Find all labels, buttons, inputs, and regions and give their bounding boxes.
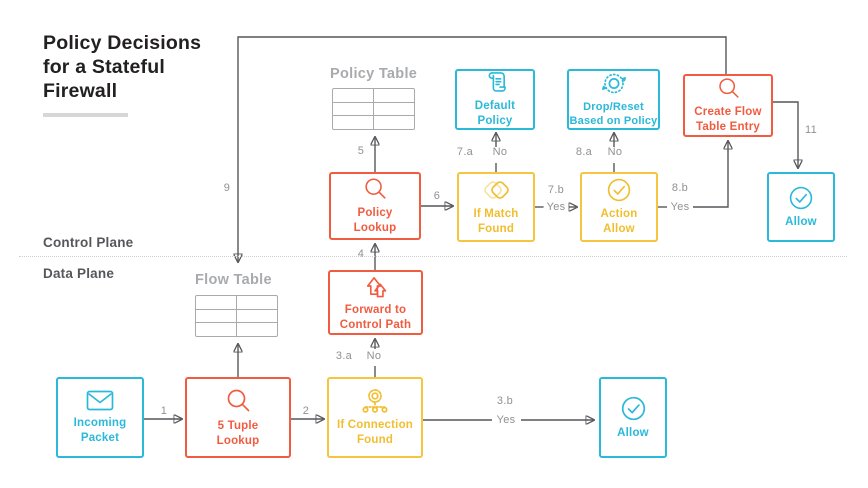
check-circle-icon [606, 177, 632, 203]
edge-8a-answer: No [607, 146, 623, 158]
title-underline [43, 113, 128, 117]
edge-3a-label: 3.a [335, 350, 353, 362]
node-create-flow-table-entry [683, 74, 773, 137]
flow-table-icon [195, 295, 278, 337]
node-label: 5 Tuple Lookup [216, 419, 260, 447]
edge-3a-answer: No [366, 350, 382, 362]
double-arrow-up-icon [363, 273, 389, 299]
title-line-3: Firewall [43, 80, 118, 103]
node-allow-control-plane [767, 172, 835, 242]
check-circle-icon [788, 185, 814, 211]
node-label: Allow [617, 426, 649, 439]
edge-8b-label: 8.b [671, 182, 689, 194]
control-plane-label: Control Plane [43, 235, 134, 250]
node-policy-lookup [329, 172, 421, 240]
edge-7a-answer: No [492, 146, 508, 158]
magnifier-icon [716, 76, 741, 101]
node-allow-data-plane [599, 377, 667, 458]
edge-8b-line-b [693, 142, 728, 207]
edge-11-label: 11 [804, 124, 818, 136]
check-circle-icon [620, 395, 647, 422]
flow-table-label: Flow Table [195, 272, 272, 288]
edge-5-label: 5 [357, 145, 365, 157]
edge-2-label: 2 [302, 405, 310, 417]
title-line-1: Policy Decisions [43, 32, 202, 54]
node-label: Create Flow Table Entry [694, 106, 762, 133]
envelope-icon [85, 389, 115, 412]
scroll-icon [483, 70, 508, 95]
node-label: If Match Found [473, 208, 519, 235]
node-default-policy [455, 69, 535, 130]
node-forward-to-control-path [328, 270, 423, 335]
node-label: Default Policy [474, 100, 516, 127]
overlap-diamonds-icon [481, 177, 512, 203]
data-plane-label: Data Plane [43, 266, 115, 281]
edge-7a-label: 7.a [456, 146, 474, 158]
policy-table-label: Policy Table [330, 66, 418, 82]
page-title [43, 31, 201, 104]
node-action-allow [580, 172, 658, 242]
node-label: Policy Lookup [353, 207, 397, 234]
gear-network-icon [359, 388, 391, 414]
node-5-tuple-lookup [185, 377, 291, 458]
node-label: Drop/Reset Based on Policy [569, 100, 658, 127]
edge-7b-answer: Yes [544, 201, 569, 213]
edge-8b-answer: Yes [668, 201, 693, 213]
dotted-reset-icon [600, 71, 628, 96]
title-line-2: for a Stateful [43, 56, 165, 79]
edge-1-label: 1 [160, 405, 168, 417]
edge-6-label: 6 [433, 190, 441, 202]
magnifier-icon [224, 387, 252, 415]
edge-9-label: 9 [223, 182, 231, 194]
edge-3b-answer: Yes [494, 414, 519, 426]
plane-divider [19, 256, 847, 257]
node-if-match-found [457, 172, 535, 242]
edge-3b-label: 3.b [496, 395, 514, 407]
magnifier-icon [362, 176, 388, 202]
node-label: Forward to Control Path [339, 303, 412, 331]
edge-11-line [773, 102, 798, 167]
node-label: Action Allow [600, 208, 638, 235]
edge-7b-label: 7.b [547, 184, 565, 196]
node-drop-reset-based-on-policy [567, 69, 660, 130]
node-if-connection-found [327, 377, 423, 458]
policy-table-icon [332, 88, 415, 130]
node-label: Incoming Packet [73, 417, 127, 444]
edge-8a-label: 8.a [575, 146, 593, 158]
edge-4-label: 4 [357, 248, 365, 260]
node-label: Allow [785, 215, 817, 228]
node-incoming-packet [56, 377, 144, 458]
node-label: If Connection Found [336, 418, 414, 446]
